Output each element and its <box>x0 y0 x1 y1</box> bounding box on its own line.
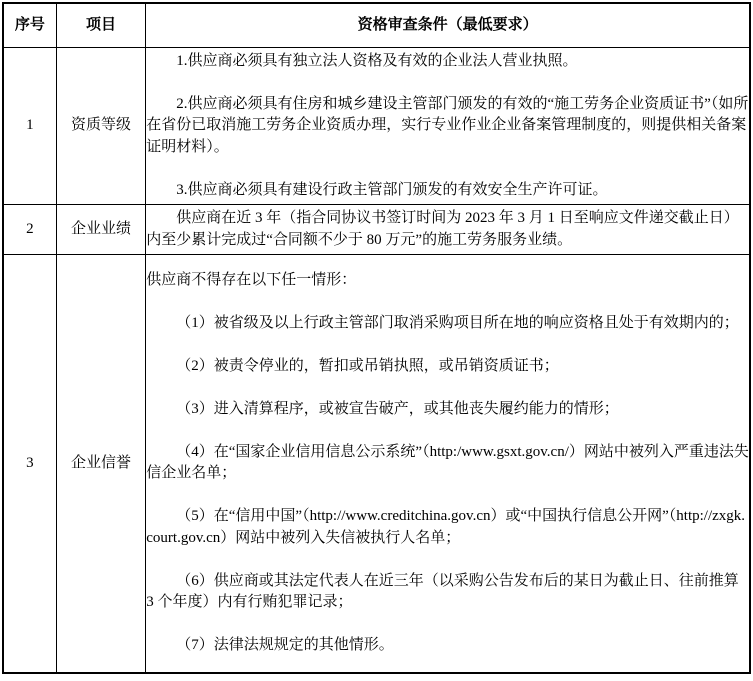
condition-paragraph: 供应商在近 3 年（指合同协议书签订时间为 2023 年 3 月 1 日至响应文件递交截止日）内至少累计完成过“合同额不少于 80 万元”的施工劳务服务业绩。 <box>146 210 739 248</box>
serial-number-cell: 3 <box>3 255 56 673</box>
table-row-enterprise-performance <box>3 205 750 255</box>
condition-paragraph: 1.供应商必须具有独立法人资格及有效的企业法人营业执照。 <box>176 52 578 69</box>
condition-paragraph: （7）法律法规规定的其他情形。 <box>176 637 394 654</box>
table-header-row <box>3 3 750 48</box>
item-cell: 企业业绩 <box>56 205 145 255</box>
condition-paragraph: （1）被省级及以上行政主管部门取消采购项目所在地的响应资格且处于有效期内的； <box>176 314 739 331</box>
conditions-cell <box>146 205 750 255</box>
header-item: 项目 <box>56 3 145 48</box>
conditions-intro: 供应商不得存在以下任一情形： <box>146 271 357 288</box>
table-row-enterprise-reputation <box>3 255 750 673</box>
condition-paragraph: （4）在“国家企业信用信息公示系统”（http:/www.gsxt.gov.cn/）网站中被列入严重违法失信企业名单； <box>146 443 749 482</box>
header-serial-number: 序号 <box>3 3 56 48</box>
condition-paragraph: （2）被责令停业的，暂扣或吊销执照，或吊销资质证书； <box>176 357 559 374</box>
header-conditions: 资格审查条件（最低要求） <box>146 3 750 48</box>
serial-number-cell: 2 <box>3 205 56 255</box>
serial-number-cell: 1 <box>3 48 56 205</box>
conditions-cell <box>146 48 750 205</box>
conditions-cell <box>146 255 750 673</box>
condition-paragraph: 3.供应商必须具有建设行政主管部门颁发的有效安全生产许可证。 <box>176 181 608 198</box>
item-cell: 资质等级 <box>56 48 145 205</box>
condition-paragraph: 2.供应商必须具有住房和城乡建设主管部门颁发的有效的“施工劳务企业资质证书”（如所在省份已取消施工劳务企业资质办理，实行专业作业企业备案管理制度的，则提供相关备案证明材料）。 <box>146 95 749 155</box>
table-row-qualification-level <box>3 48 750 205</box>
condition-paragraph: （5）在“信用中国”（http://www.creditchina.gov.cn）或“中国执行信息公开网”（http://zxgk.court.gov.cn）网站中被列入失信被执行人名单； <box>146 508 746 546</box>
condition-paragraph: （6）供应商或其法定代表人在近三年（以采购公告发布后的某日为截止日、往前推算 3 个年度）内有行贿犯罪记录； <box>146 572 739 611</box>
item-cell: 企业信誉 <box>56 255 145 673</box>
condition-paragraph: （3）进入清算程序，或被宣告破产，或其他丧失履约能力的情形； <box>176 400 619 417</box>
qualification-review-table <box>2 2 751 674</box>
